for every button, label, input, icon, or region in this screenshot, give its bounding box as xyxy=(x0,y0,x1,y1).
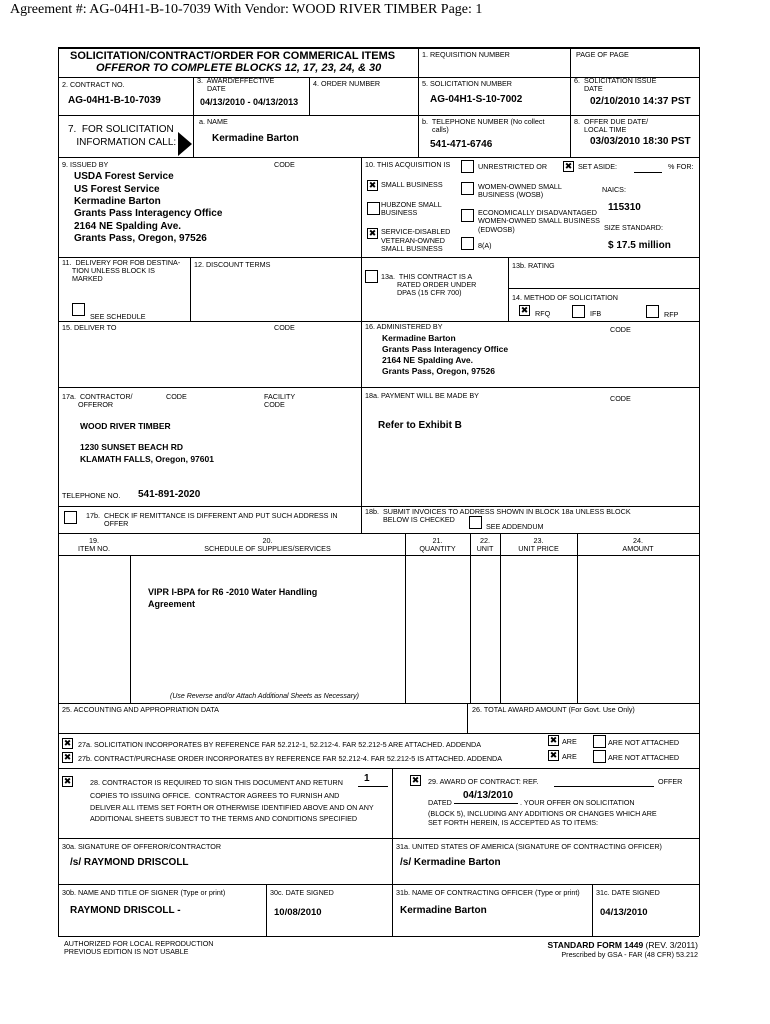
see-addendum-label: SEE ADDENDUM xyxy=(486,522,544,531)
27a-are-checkbox[interactable]: ✖ xyxy=(549,735,558,745)
b9-line-6: Grants Pass, Oregon, 97526 xyxy=(74,233,207,244)
col-amount: 24. AMOUNT xyxy=(622,536,654,554)
edwosb-label: ECONOMICALLY DISADVANTAGED WOMEN-OWNED SMALL BUSINESS (EDWOSB) xyxy=(478,208,600,234)
b18a-code-label: CODE xyxy=(610,394,631,403)
facility-code-label: FACILITY CODE xyxy=(264,392,296,410)
remittance-checkbox[interactable] xyxy=(64,511,77,524)
b16-line-2: Grants Pass Interagency Office xyxy=(382,344,509,354)
b5-value: AG-04H1-S-10-7002 xyxy=(430,94,523,105)
b18a-label: 18a. PAYMENT WILL BE MADE BY xyxy=(365,391,479,400)
27b-are-checkbox[interactable]: ✖ xyxy=(549,750,558,760)
b27a-label: 27a. SOLICITATION INCORPORATES BY REFERENCE FAR 52.212-1, 52.212-4. FAR 52.212-5 ARE ATTACHED. ADDENDA xyxy=(78,740,482,749)
b9-line-2: US Forest Service xyxy=(74,184,160,195)
b9-line-5: 2164 NE Spalding Ave. xyxy=(74,221,182,232)
reverse-note: (Use Reverse and/or Attach Additional Sheets as Necessary) xyxy=(170,693,359,700)
set-aside-label: SET ASIDE: xyxy=(578,162,618,171)
b6-label: 6. SOLICITATION ISSUE DATE xyxy=(574,76,657,94)
form-revision: (REV. 3/2011) xyxy=(643,940,698,950)
b7a-value: Kermadine Barton xyxy=(212,133,299,144)
col-unit: 22. UNIT xyxy=(476,536,494,554)
hubzone-label: HUBZONE SMALL BUSINESS xyxy=(381,200,442,218)
see-addendum-checkbox[interactable] xyxy=(469,516,482,529)
b31c-value: 04/13/2010 xyxy=(600,907,648,918)
b8-value: 03/03/2010 18:30 PST xyxy=(590,136,691,147)
b6-value: 02/10/2010 14:37 PST xyxy=(590,96,691,107)
unrestricted-label: UNRESTRICTED OR xyxy=(478,162,548,171)
b16-line-3: 2164 NE Spalding Ave. xyxy=(382,355,474,365)
col-unit-price: 23. UNIT PRICE xyxy=(518,536,559,554)
b16-line-4: Grants Pass, Oregon, 97526 xyxy=(382,366,495,376)
b28-text: COPIES TO ISSUING OFFICE. CONTRACTOR AGREES TO FURNISH AND DELIVER ALL ITEMS SET FORTH OR OTHERWISE IDENTIFIED ABOVE AND ON ANY ADDITIONAL SHEETS SUBJECT TO THE TERMS AND CONDITIONS SPECIFIED xyxy=(90,791,374,824)
rfp-label: RFP xyxy=(664,310,679,319)
b2-label: 2. CONTRACT NO. xyxy=(62,80,125,89)
form-title: SOLICITATION/CONTRACT/ORDER FOR COMMERICAL ITEMS xyxy=(70,50,396,62)
form-number: STANDARD FORM 1449 xyxy=(547,940,644,950)
b16-line-1: Kermadine Barton xyxy=(382,333,456,343)
b31a-value: /s/ Kermadine Barton xyxy=(400,857,501,868)
b2-value: AG-04H1-B-10-7039 xyxy=(68,95,161,106)
telephone-label: TELEPHONE NO. xyxy=(62,491,121,500)
b1-label: 1. REQUISITION NUMBER xyxy=(422,50,510,59)
naics-value: 115310 xyxy=(608,202,641,213)
ifb-label: IFB xyxy=(590,309,602,318)
b7-label: 7. FOR SOLICITATION INFORMATION CALL: xyxy=(68,124,177,148)
b10-label: 10. THIS ACQUISITION IS xyxy=(365,160,451,169)
dated-label: DATED xyxy=(428,798,452,807)
b4-label: 4. ORDER NUMBER xyxy=(313,79,381,88)
b18a-value: Refer to Exhibit B xyxy=(378,420,462,431)
footer-form-id xyxy=(547,940,698,950)
b28-copies: 1 xyxy=(364,773,370,784)
dated-value: 04/13/2010 xyxy=(463,790,514,801)
hubzone-checkbox[interactable] xyxy=(367,202,380,215)
b9-line-3: Kermadine Barton xyxy=(74,196,161,207)
small-business-checkbox[interactable]: ✖ xyxy=(368,180,377,190)
b9-label: 9. ISSUED BY xyxy=(62,160,109,169)
page-label: PAGE OF PAGE xyxy=(576,50,629,59)
b11-label: 11. DELIVERY FOR FOB DESTINA- TION UNLESS BLOCK IS MARKED xyxy=(62,258,181,284)
b26-label: 26. TOTAL AWARD AMOUNT (For Govt. Use Only) xyxy=(472,705,635,714)
b18b-label: 18b. SUBMIT INVOICES TO ADDRESS SHOWN IN BLOCK 18a UNLESS BLOCK BELOW IS CHECKED xyxy=(365,507,631,525)
b31b-value: Kermadine Barton xyxy=(400,905,487,916)
offer-label: OFFER xyxy=(658,777,683,786)
b15-code-label: CODE xyxy=(274,323,295,332)
rated-order-checkbox[interactable] xyxy=(365,270,378,283)
ifb-checkbox[interactable] xyxy=(572,305,585,318)
b29-text2: (BLOCK 5), INCLUDING ANY ADDITIONS OR CHANGES WHICH ARE SET FORTH HEREIN, IS ACCEPTED AS TO ITEMS: xyxy=(428,809,657,828)
b9-code-label: CODE xyxy=(274,160,295,169)
b16-label: 16. ADMINISTERED BY xyxy=(365,322,443,331)
8a-label: 8(A) xyxy=(478,241,492,250)
b16-code-label: CODE xyxy=(610,325,631,334)
b30b-value: RAYMOND DRISCOLL - xyxy=(70,905,181,916)
b31a-label: 31a. UNITED STATES OF AMERICA (SIGNATURE OF CONTRACTING OFFICER) xyxy=(396,842,662,851)
b30c-label: 30c. DATE SIGNED xyxy=(270,888,334,897)
b30a-label: 30a. SIGNATURE OF OFFEROR/CONTRACTOR xyxy=(62,842,222,851)
item-description: VIPR I-BPA for R6 -2010 Water Handling Agreement xyxy=(148,587,318,610)
27a-checkbox[interactable]: ✖ xyxy=(63,738,72,748)
set-aside-checkbox[interactable]: ✖ xyxy=(564,161,573,171)
b28-label: 28. CONTRACTOR IS REQUIRED TO SIGN THIS DOCUMENT AND RETURN xyxy=(90,778,343,787)
page-header: Agreement #: AG-04H1-B-10-7039 With Vendor: WOOD RIVER TIMBER Page: 1 xyxy=(10,2,483,17)
b14-label: 14. METHOD OF SOLICITATION xyxy=(512,293,618,302)
27b-are-label: ARE xyxy=(562,752,577,761)
wosb-label: WOMEN-OWNED SMALL BUSINESS (WOSB) xyxy=(478,182,562,200)
27b-are-not-label: ARE NOT ATTACHED xyxy=(608,753,680,762)
b27b-label: 27b. CONTRACT/PURCHASE ORDER INCORPORATES BY REFERENCE FAR 52.212-4. FAR 52.212-5 IS ATTACHED. ADDENDA xyxy=(78,754,503,763)
b12-label: 12. DISCOUNT TERMS xyxy=(194,260,271,269)
small-business-label: SMALL BUSINESS xyxy=(381,180,443,189)
sdvosb-label: SERVICE-DISABLED VETERAN-OWNED SMALL BUSINESS xyxy=(381,227,451,254)
b29-label: 29. AWARD OF CONTRACT: REF. xyxy=(428,777,539,786)
rfq-label: RFQ xyxy=(535,309,551,318)
b17-line-1: WOOD RIVER TIMBER xyxy=(80,421,171,431)
b17a-label: 17a. CONTRACTOR/ OFFEROR xyxy=(62,392,133,410)
27b-are-not-checkbox[interactable] xyxy=(593,750,606,763)
8a-checkbox[interactable] xyxy=(461,237,474,250)
27a-are-not-checkbox[interactable] xyxy=(593,735,606,748)
27b-checkbox[interactable]: ✖ xyxy=(63,752,72,762)
col-item-no: 19. ITEM NO. xyxy=(78,536,110,554)
size-standard-label: SIZE STANDARD: xyxy=(604,223,663,232)
28-checkbox[interactable]: ✖ xyxy=(63,776,72,786)
b17b-label: 17b. CHECK IF REMITTANCE IS DIFFERENT AND PUT SUCH ADDRESS IN OFFER xyxy=(86,511,338,529)
b31b-label: 31b. NAME OF CONTRACTING OFFICER (Type or print) xyxy=(396,888,580,897)
size-standard-value: $ 17.5 million xyxy=(608,240,671,251)
b7b-label: b. TELEPHONE NUMBER (No collect calls) xyxy=(422,117,545,135)
b17-line-3: 1230 SUNSET BEACH RD xyxy=(80,442,183,452)
b17-line-4: KLAMATH FALLS, Oregon, 97601 xyxy=(80,454,214,464)
b30b-label: 30b. NAME AND TITLE OF SIGNER (Type or print) xyxy=(62,888,226,897)
arrow-right-icon xyxy=(178,132,192,156)
b5-label: 5. SOLICITATION NUMBER xyxy=(422,79,512,88)
b13b-label: 13b. RATING xyxy=(512,261,555,270)
col-quantity: 21. QUANTITY xyxy=(419,536,456,554)
b7a-label: a. NAME xyxy=(199,117,228,126)
b25-label: 25. ACCOUNTING AND APPROPRIATION DATA xyxy=(62,705,219,714)
naics-label: NAICS: xyxy=(602,185,626,194)
form-subtitle: OFFEROR TO COMPLETE BLOCKS 12, 17, 23, 24, & 30 xyxy=(96,62,382,74)
unrestricted-checkbox[interactable] xyxy=(461,160,474,173)
b17a-code-label: CODE xyxy=(166,392,187,401)
rfq-checkbox[interactable]: ✖ xyxy=(520,305,529,315)
pct-for-label: % FOR: xyxy=(668,162,694,171)
b3-value: 04/13/2010 - 04/13/2013 xyxy=(200,97,299,107)
footer-reproduction: AUTHORIZED FOR LOCAL REPRODUCTION PREVIOUS EDITION IS NOT USABLE xyxy=(64,939,214,957)
27a-are-not-label: ARE NOT ATTACHED xyxy=(608,738,680,747)
b13a-label: 13a. THIS CONTRACT IS A RATED ORDER UNDER DPAS (15 CFR 700) xyxy=(381,272,477,298)
b8-label: 8. OFFER DUE DATE/ LOCAL TIME xyxy=(574,117,649,135)
b30a-value: /s/ RAYMOND DRISCOLL xyxy=(70,857,189,868)
col-schedule: 20. SCHEDULE OF SUPPLIES/SERVICES xyxy=(204,536,331,554)
rfp-checkbox[interactable] xyxy=(646,305,659,318)
b9-line-1: USDA Forest Service xyxy=(74,171,174,182)
sdvosb-checkbox[interactable]: ✖ xyxy=(368,228,377,238)
b29-text: . YOUR OFFER ON SOLICITATION xyxy=(520,798,635,807)
telephone-value: 541-891-2020 xyxy=(138,489,201,500)
footer-prescribed: Prescribed by GSA - FAR (48 CFR) 53.212 xyxy=(561,950,698,959)
b31c-label: 31c. DATE SIGNED xyxy=(596,888,660,897)
b9-line-4: Grants Pass Interagency Office xyxy=(74,208,223,219)
see-schedule-label: SEE SCHEDULE xyxy=(90,312,146,321)
29-checkbox[interactable]: ✖ xyxy=(411,775,420,785)
27a-are-label: ARE xyxy=(562,737,577,746)
b30c-value: 10/08/2010 xyxy=(274,907,322,918)
edwosb-checkbox[interactable] xyxy=(461,209,474,222)
wosb-checkbox[interactable] xyxy=(461,182,474,195)
b15-label: 15. DELIVER TO xyxy=(62,323,117,332)
b3-label: 3. AWARD/EFFECTIVE DATE xyxy=(197,76,275,94)
see-schedule-checkbox[interactable] xyxy=(72,303,85,316)
b7b-value: 541-471-6746 xyxy=(430,139,493,150)
